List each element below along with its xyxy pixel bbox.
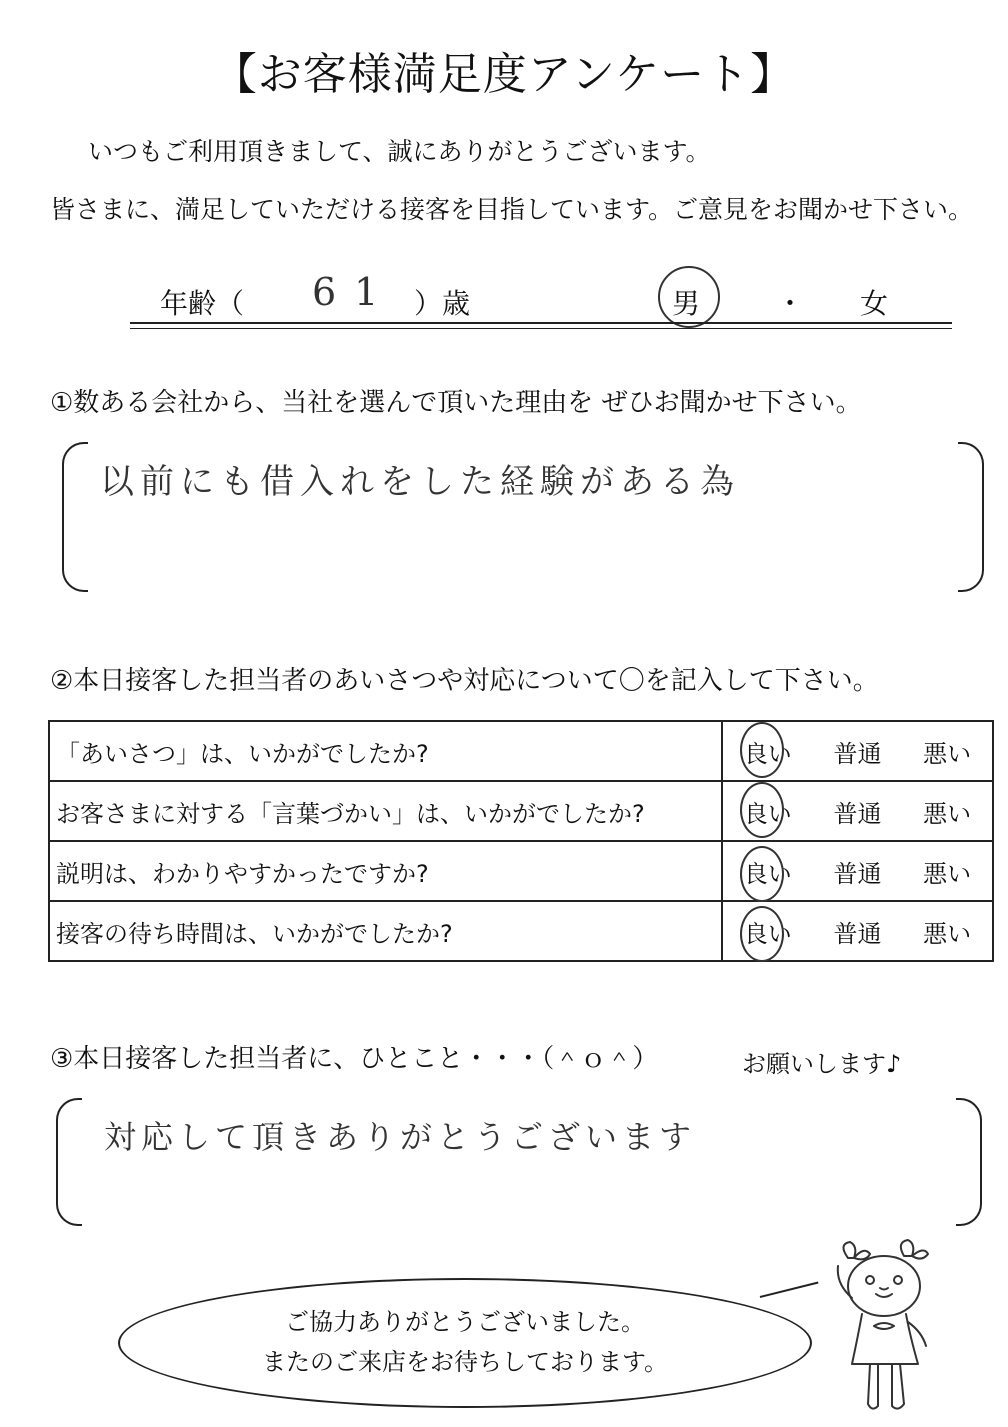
table-row	[49, 721, 993, 781]
rating-normal: 普通	[833, 739, 882, 768]
age-suffix: ）歳	[414, 287, 471, 320]
rating-cell	[722, 901, 993, 961]
question-3-label: ③本日接客した担当者に、ひとこと・・・（＾ｏ＾）	[50, 1044, 659, 1074]
rating-bad: 悪い	[923, 919, 972, 948]
selection-circle	[740, 906, 784, 962]
answer-1-text: 以前にも借入れをした経験がある為	[100, 462, 740, 502]
answer-1-bracket-left	[62, 442, 88, 592]
age-label: 年齢（	[160, 287, 245, 320]
rating-bad: 悪い	[923, 799, 972, 828]
closing-line-2: またのご来店をお待ちしております。	[261, 1348, 669, 1376]
row-question: 説明は、わかりやすかったですか?	[49, 841, 722, 901]
evaluation-table	[48, 720, 994, 962]
answer-3-bracket-left	[56, 1098, 82, 1226]
row-question: お客さまに対する「言葉づかい」は、いかがでしたか?	[49, 781, 722, 841]
rating-good: 良い	[744, 914, 792, 949]
speech-bubble	[118, 1278, 812, 1408]
age-value: 61	[312, 270, 397, 314]
selection-circle	[658, 266, 720, 328]
intro-line-1: いつもご利用頂きまして、誠にありがとうございます。	[88, 137, 711, 166]
rating-good: 良い	[744, 734, 792, 769]
answer-3-text: 対応して頂きありがとうございます	[104, 1118, 697, 1156]
male-option	[672, 282, 700, 322]
profile-underline-2	[130, 328, 952, 329]
male-label: 男	[672, 287, 701, 320]
row-question: 接客の待ち時間は、いかがでしたか?	[49, 901, 722, 961]
request-note: お願いします♪	[742, 1050, 902, 1078]
rating-good: 良い	[744, 854, 792, 889]
question-2-label: ②本日接客した担当者のあいさつや対応について〇を記入して下さい。	[50, 666, 879, 696]
row-question: 「あいさつ」は、いかがでしたか?	[49, 721, 722, 781]
rating-bad: 悪い	[923, 859, 972, 888]
female-option: 女	[860, 287, 889, 320]
rating-normal: 普通	[833, 859, 882, 888]
rating-normal: 普通	[833, 919, 882, 948]
selection-circle	[740, 722, 784, 778]
selection-circle	[740, 782, 784, 838]
table-row	[49, 901, 993, 961]
rating-bad: 悪い	[923, 739, 972, 768]
table-row	[49, 781, 993, 841]
answer-3-bracket-right	[956, 1098, 982, 1226]
page-title: 【お客様満足度アンケート】	[212, 49, 796, 100]
bear-mascot-icon	[818, 1236, 948, 1418]
speech-bubble-tail	[760, 1282, 819, 1298]
profile-underline	[130, 322, 952, 324]
gender-separator: ・	[776, 287, 805, 320]
rating-normal: 普通	[833, 799, 882, 828]
question-1-label: ①数ある会社から、当社を選んで頂いた理由を ぜひお聞かせ下さい。	[50, 388, 862, 418]
selection-circle	[740, 846, 784, 902]
rating-cell	[722, 841, 993, 901]
answer-1-bracket-right	[958, 442, 984, 592]
table-row	[49, 841, 993, 901]
rating-good: 良い	[744, 794, 792, 829]
closing-line-1: ご協力ありがとうございました。	[285, 1308, 645, 1336]
intro-line-2: 皆さまに、満足していただける接客を目指しています。ご意見をお聞かせ下さい。	[50, 195, 974, 224]
rating-cell	[722, 781, 993, 841]
rating-cell	[722, 721, 993, 781]
